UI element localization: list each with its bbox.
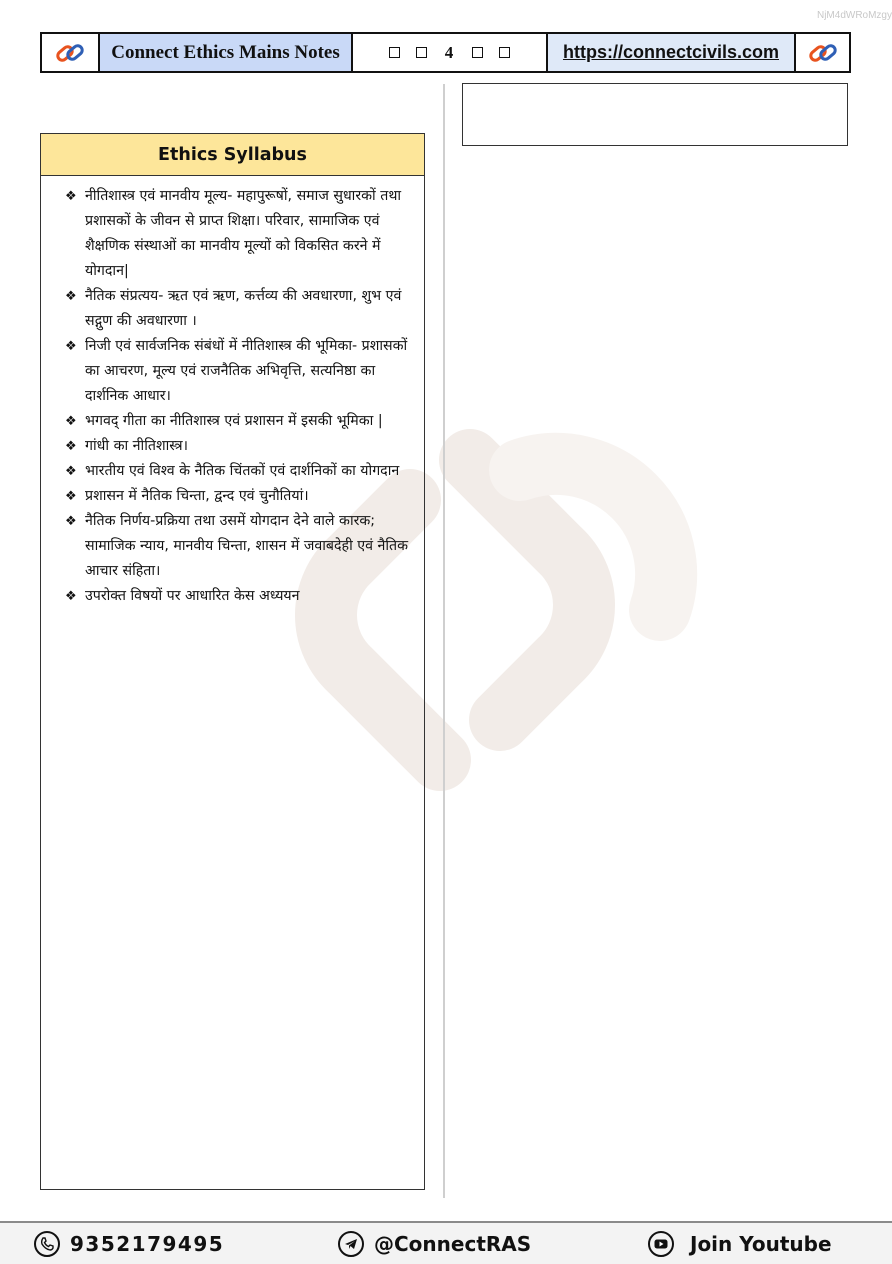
header-title: Connect Ethics Mains Notes	[100, 34, 353, 71]
telegram-handle: @ConnectRAS	[374, 1232, 532, 1256]
phone-number: 9352179495	[70, 1232, 225, 1256]
diamond-bullet-icon: ❖	[65, 289, 77, 304]
square-glyph	[389, 47, 400, 58]
chain-link-icon	[808, 39, 838, 67]
youtube-icon	[648, 1231, 674, 1257]
page-header	[40, 32, 851, 73]
list-item-text: नैतिक निर्णय-प्रक्रिया तथा उसमें योगदान देने वाले कारक; सामाजिक न्याय, मानवीय चिन्ता, शासन में जवाबदेही एवं नैतिक आचार संहिता।	[85, 513, 409, 579]
square-glyph	[472, 47, 483, 58]
diamond-bullet-icon: ❖	[65, 589, 77, 604]
diamond-bullet-icon: ❖	[65, 339, 77, 354]
footer-telegram[interactable]	[338, 1231, 531, 1257]
square-glyph	[416, 47, 427, 58]
diamond-bullet-icon: ❖	[65, 514, 77, 529]
list-item	[65, 284, 420, 334]
syllabus-list	[41, 176, 424, 609]
list-item	[65, 409, 420, 434]
telegram-icon	[338, 1231, 364, 1257]
footer-phone[interactable]	[34, 1231, 224, 1257]
website-link[interactable]: https://connectcivils.com	[548, 34, 796, 71]
list-item	[65, 484, 420, 509]
list-item-text: निजी एवं सार्वजनिक संबंधों में नीतिशास्त्र की भूमिका- प्रशासकों का आचरण, मूल्य एवं राजनैतिक अभिवृत्ति, सत्यनिष्ठा का दार्शनिक आधार।	[85, 338, 408, 404]
diamond-bullet-icon: ❖	[65, 189, 77, 204]
list-item	[65, 584, 420, 609]
list-item	[65, 509, 420, 584]
header-logo-right	[796, 34, 849, 71]
footer-youtube[interactable]	[648, 1231, 832, 1257]
list-item	[65, 184, 420, 284]
list-item-text: नैतिक संप्रत्यय- ऋत एवं ऋण, कर्त्तव्य की अवधारणा, शुभ एवं सद्गुण की अवधारणा ।	[85, 288, 402, 329]
diamond-bullet-icon: ❖	[65, 439, 77, 454]
syllabus-heading: Ethics Syllabus	[41, 134, 424, 176]
page-number: 4	[444, 42, 455, 62]
diamond-bullet-icon: ❖	[65, 489, 77, 504]
list-item-text: भारतीय एवं विश्व के नैतिक चिंतकों एवं दार्शनिकों का योगदान	[85, 463, 400, 479]
youtube-label: Join Youtube	[690, 1232, 832, 1256]
header-logo-left	[42, 34, 100, 71]
list-item-text: उपरोक्त विषयों पर आधारित केस अध्ययन	[85, 588, 300, 604]
list-item-text: गांधी का नीतिशास्त्र।	[85, 438, 189, 454]
empty-notes-box	[462, 83, 848, 146]
document-id-watermark: NjM4dWRoMzgy	[816, 10, 892, 21]
list-item-text: नीतिशास्त्र एवं मानवीय मूल्य- महापुरूषों, समाज सुधारकों तथा प्रशासकों के जीवन से प्राप्त शिक्षा। परिवार, सामाजिक एवं शैक्षणिक संस्थाओं का मानवीय मूल्यों को विकसित करने में योगदान|	[85, 188, 402, 279]
diamond-bullet-icon: ❖	[65, 464, 77, 479]
page-number-cell	[353, 34, 548, 71]
page-footer	[0, 1221, 892, 1264]
diamond-bullet-icon: ❖	[65, 414, 77, 429]
list-item-text: प्रशासन में नैतिक चिन्ता, द्वन्द एवं चुनौतियां।	[85, 488, 309, 504]
square-glyph	[499, 47, 510, 58]
list-item	[65, 334, 420, 409]
syllabus-box	[40, 133, 425, 1190]
phone-icon	[34, 1231, 60, 1257]
chain-link-icon	[55, 39, 85, 67]
list-item	[65, 459, 420, 484]
list-item-text: भगवद् गीता का नीतिशास्त्र एवं प्रशासन में इसकी भूमिका |	[85, 413, 383, 429]
column-divider	[443, 84, 445, 1198]
list-item	[65, 434, 420, 459]
